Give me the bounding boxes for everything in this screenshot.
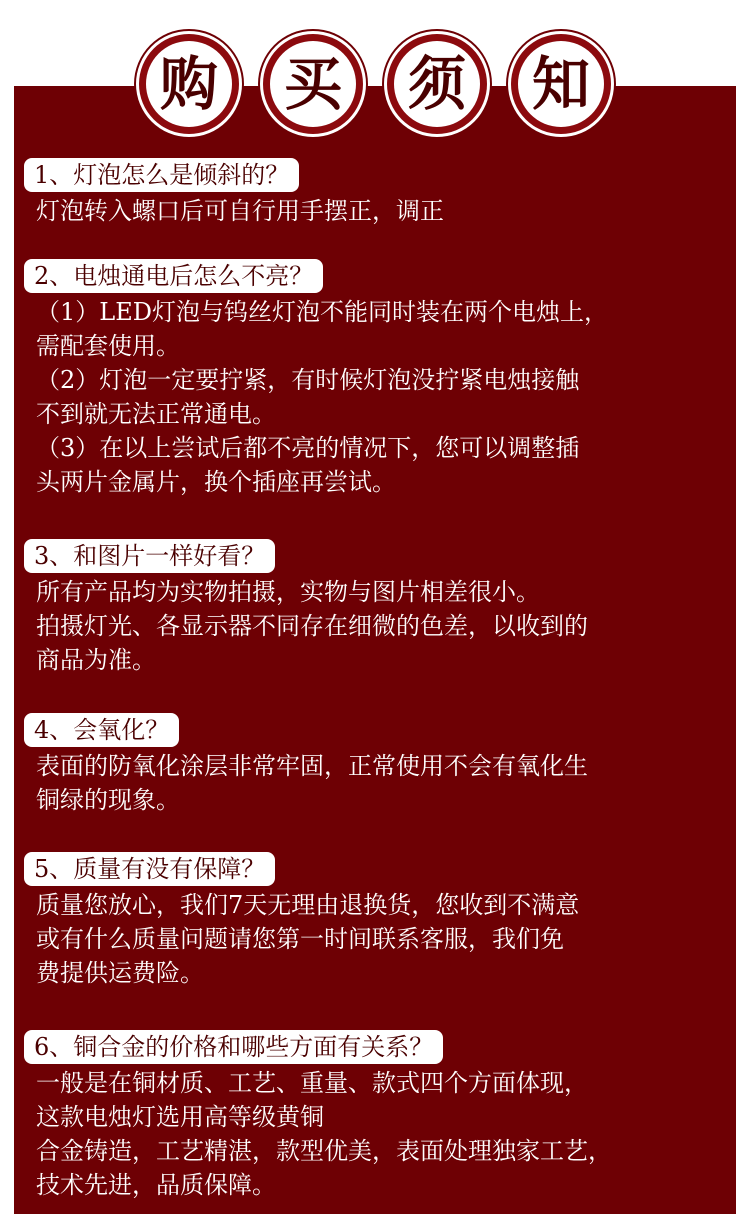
faq-answer-line: （2）灯泡一定要拧紧，有时候灯泡没拧紧电烛接触: [36, 366, 580, 394]
faq-question: 3、和图片一样好看？: [24, 539, 275, 573]
title-badge: [511, 34, 611, 134]
faq-answer-line: 不到就无法正常通电。: [36, 400, 276, 428]
title-char: 购: [146, 41, 232, 127]
page-title: [0, 30, 750, 138]
faq-answer-line: 所有产品均为实物拍摄，实物与图片相差很小。: [36, 578, 540, 606]
faq-answer-line: 这款电烛灯选用高等级黄铜: [36, 1103, 324, 1131]
faq-question: 2、电烛通电后怎么不亮？: [24, 259, 323, 293]
faq-question: 1、灯泡怎么是倾斜的？: [24, 158, 299, 192]
faq-answer-line: 表面的防氧化涂层非常牢固，正常使用不会有氧化生: [36, 752, 588, 780]
faq-question: 6、铜合金的价格和哪些方面有关系？: [24, 1030, 443, 1064]
faq-answer-line: 拍摄灯光、各显示器不同存在细微的色差，以收到的: [36, 612, 588, 640]
faq-answer-line: 合金铸造，工艺精湛，款型优美，表面处理独家工艺，: [36, 1137, 612, 1165]
faq-item-6: [24, 1030, 724, 1202]
title-char: 知: [518, 41, 604, 127]
title-char: 须: [394, 41, 480, 127]
faq-item-1: [24, 158, 724, 228]
faq-answer-line: （1）LED灯泡与钨丝灯泡不能同时装在两个电烛上，: [36, 298, 608, 326]
faq-question: 4、会氧化？: [24, 713, 179, 747]
faq-answer-line: 头两片金属片，换个插座再尝试。: [36, 468, 396, 496]
faq-question: 5、质量有没有保障？: [24, 852, 275, 886]
faq-answer-line: 灯泡转入螺口后可自行用手摆正，调正: [36, 197, 444, 225]
title-badge: [387, 34, 487, 134]
faq-answer: [24, 888, 724, 990]
faq-answer: [24, 575, 724, 677]
faq-answer-line: 商品为准。: [36, 646, 156, 674]
faq-answer-line: 费提供运费险。: [36, 959, 204, 987]
faq-answer: [24, 194, 724, 228]
faq-answer-line: 或有什么质量问题请您第一时间联系客服，我们免: [36, 925, 564, 953]
title-badge: [263, 34, 363, 134]
title-badge: [139, 34, 239, 134]
faq-answer: [24, 749, 724, 817]
faq-answer-line: 一般是在铜材质、工艺、重量、款式四个方面体现，: [36, 1069, 588, 1097]
faq-answer-line: 质量您放心，我们7天无理由退换货，您收到不满意: [36, 891, 580, 919]
faq-answer-line: （3）在以上尝试后都不亮的情况下，您可以调整插: [36, 434, 580, 462]
title-char: 买: [270, 41, 356, 127]
faq-answer: [24, 1066, 724, 1202]
faq-answer: [24, 295, 724, 499]
faq-answer-line: 需配套使用。: [36, 332, 180, 360]
faq-answer-line: 技术先进，品质保障。: [36, 1171, 276, 1199]
faq-item-4: [24, 713, 724, 817]
faq-answer-line: 铜绿的现象。: [36, 786, 180, 814]
faq-item-3: [24, 539, 724, 677]
faq-item-5: [24, 852, 724, 990]
faq-item-2: [24, 259, 724, 499]
